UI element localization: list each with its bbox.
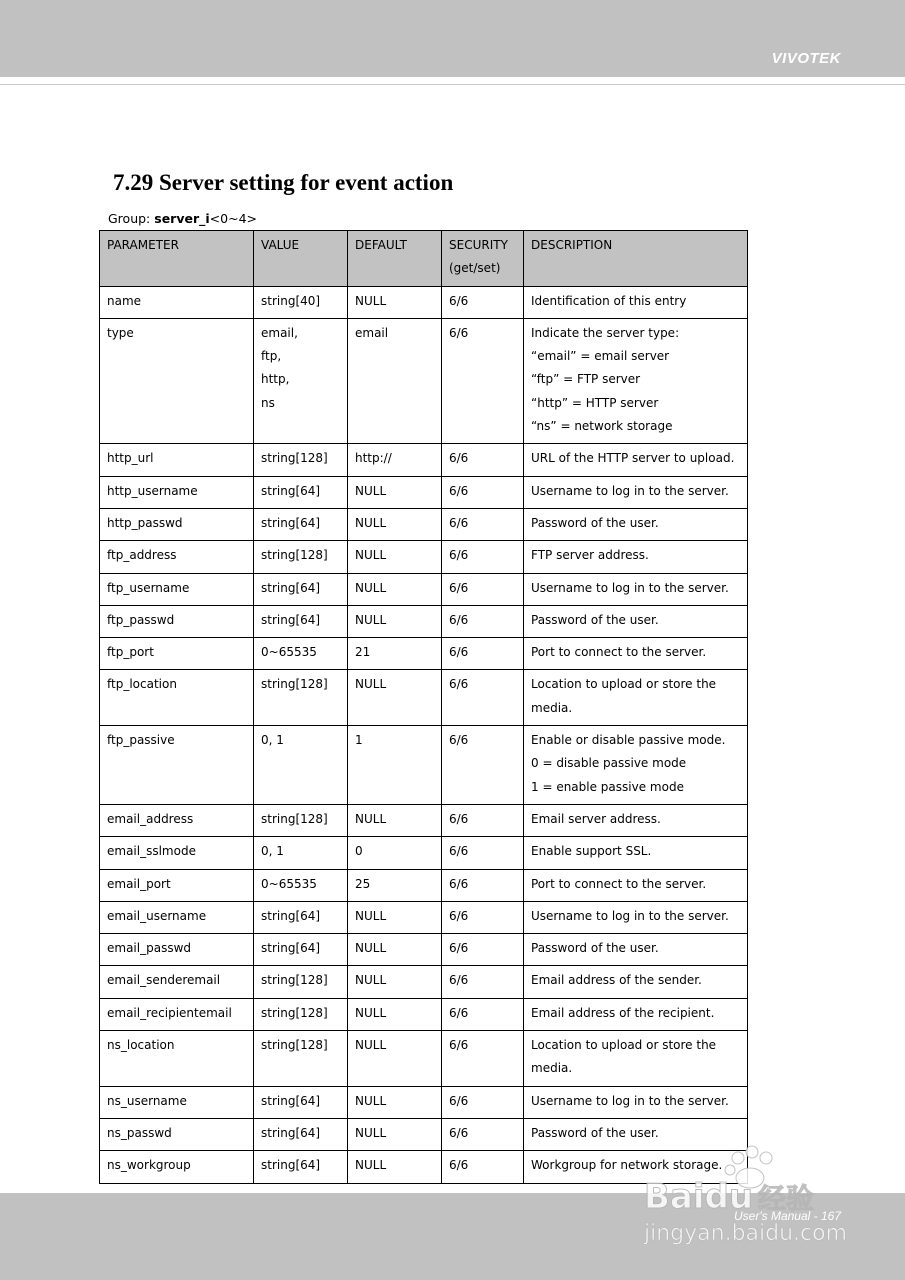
cell-security: 6/6 [442, 573, 524, 605]
cell-value [254, 1118, 348, 1150]
cell-security: 6/6 [442, 508, 524, 540]
header-parameter: PARAMETER [100, 231, 254, 287]
cell-description-line: Port to connect to the server. [531, 876, 707, 891]
cell-value [254, 998, 348, 1030]
cell-value [254, 286, 348, 318]
cell-parameter: name [100, 286, 254, 318]
svg-text:Baidu: Baidu [644, 1177, 754, 1217]
cell-parameter: ns_passwd [100, 1118, 254, 1150]
cell-description-line: Indicate the server type: [531, 325, 680, 340]
cell-value-line: string[64] [261, 1093, 321, 1108]
header-band [0, 0, 905, 77]
cell-description-line: URL of the HTTP server to upload. [531, 451, 735, 466]
parameter-table [99, 230, 748, 1184]
table-row [100, 901, 748, 933]
cell-default: NULL [348, 605, 442, 637]
cell-value-line: 0, 1 [261, 844, 284, 859]
cell-description-line: 1 = enable passive mode [531, 779, 684, 794]
cell-value [254, 318, 348, 443]
cell-security: 6/6 [442, 286, 524, 318]
cell-default: NULL [348, 286, 442, 318]
cell-value-line: string[128] [261, 548, 328, 563]
header-value: VALUE [254, 231, 348, 287]
cell-security: 6/6 [442, 726, 524, 805]
cell-parameter: http_username [100, 476, 254, 508]
cell-description [524, 573, 748, 605]
cell-value-line: string[128] [261, 1038, 328, 1053]
cell-default: NULL [348, 1151, 442, 1183]
cell-description-line: “email” = email server [531, 349, 670, 364]
cell-value [254, 605, 348, 637]
cell-default: 21 [348, 638, 442, 670]
baidu-watermark-logo [640, 1140, 860, 1250]
cell-value-line: 0, 1 [261, 733, 284, 748]
cell-parameter: ftp_address [100, 541, 254, 573]
cell-description-line: Username to log in to the server. [531, 483, 729, 498]
table-row [100, 934, 748, 966]
cell-description [524, 670, 748, 726]
cell-value-line: http, [261, 372, 290, 387]
cell-value-line: string[128] [261, 973, 328, 988]
cell-parameter: ftp_username [100, 573, 254, 605]
cell-value-line: string[128] [261, 451, 328, 466]
cell-security: 6/6 [442, 476, 524, 508]
cell-description-line: Password of the user. [531, 515, 659, 530]
cell-default: NULL [348, 1086, 442, 1118]
cell-description-line: “ns” = network storage [531, 419, 673, 434]
cell-parameter: email_sslmode [100, 837, 254, 869]
cell-description [524, 901, 748, 933]
group-name: server_i [154, 211, 210, 226]
cell-parameter: ns_location [100, 1031, 254, 1087]
cell-parameter: ftp_passwd [100, 605, 254, 637]
cell-value [254, 726, 348, 805]
cell-default: NULL [348, 541, 442, 573]
brand-logo: VIVOTEK [771, 50, 841, 67]
cell-default: NULL [348, 1118, 442, 1150]
cell-description-line: Location to upload or store the [531, 677, 717, 692]
section-title: 7.29 Server setting for event action [113, 170, 454, 195]
cell-security: 6/6 [442, 444, 524, 476]
cell-value [254, 508, 348, 540]
cell-value [254, 1031, 348, 1087]
cell-value [254, 804, 348, 836]
group-label: Group: [108, 211, 155, 226]
cell-value [254, 1151, 348, 1183]
cell-description [524, 966, 748, 998]
cell-parameter: email_address [100, 804, 254, 836]
cell-description [524, 605, 748, 637]
cell-parameter: email_port [100, 869, 254, 901]
cell-default: NULL [348, 804, 442, 836]
table-row [100, 869, 748, 901]
cell-description-line: Password of the user. [531, 941, 659, 956]
cell-description [524, 638, 748, 670]
cell-description-line: Port to connect to the server. [531, 645, 707, 660]
cell-description-line: Identification of this entry [531, 293, 687, 308]
cell-value [254, 573, 348, 605]
cell-description [524, 476, 748, 508]
table-row [100, 998, 748, 1030]
group-line [108, 211, 257, 226]
cell-parameter: ftp_port [100, 638, 254, 670]
cell-description-line: Password of the user. [531, 612, 659, 627]
cell-parameter: email_passwd [100, 934, 254, 966]
cell-description-line: Email address of the recipient. [531, 1005, 715, 1020]
cell-value [254, 638, 348, 670]
group-range: <0~4> [209, 211, 257, 226]
cell-description [524, 444, 748, 476]
table-row [100, 966, 748, 998]
cell-security: 6/6 [442, 541, 524, 573]
cell-description-line: Location to upload or store the [531, 1038, 717, 1053]
cell-value [254, 1086, 348, 1118]
table-row [100, 837, 748, 869]
cell-description-line: media. [531, 1061, 573, 1076]
table-body [100, 286, 748, 1183]
cell-value-line: string[128] [261, 811, 328, 826]
page-number: User's Manual - 167 [733, 1209, 841, 1223]
table-row [100, 726, 748, 805]
table-row [100, 638, 748, 670]
cell-description-line: Username to log in to the server. [531, 580, 729, 595]
cell-security: 6/6 [442, 318, 524, 443]
header-default: DEFAULT [348, 231, 442, 287]
cell-default: http:// [348, 444, 442, 476]
cell-value-line: 0~65535 [261, 645, 317, 660]
cell-description [524, 934, 748, 966]
table-header-row [100, 231, 748, 287]
cell-value-line: ftp, [261, 349, 282, 364]
cell-parameter: ns_workgroup [100, 1151, 254, 1183]
table-row [100, 1031, 748, 1087]
table-row [100, 1086, 748, 1118]
cell-default: NULL [348, 670, 442, 726]
cell-description-line: Password of the user. [531, 1125, 659, 1140]
cell-security: 6/6 [442, 901, 524, 933]
cell-security: 6/6 [442, 1151, 524, 1183]
svg-text:jingyan.baidu.com: jingyan.baidu.com [644, 1221, 848, 1246]
cell-parameter: email_senderemail [100, 966, 254, 998]
cell-value-line: email, [261, 325, 298, 340]
cell-security: 6/6 [442, 869, 524, 901]
cell-default: NULL [348, 476, 442, 508]
cell-security: 6/6 [442, 1031, 524, 1087]
cell-description-line: Username to log in to the server. [531, 908, 729, 923]
cell-description [524, 318, 748, 443]
table-row [100, 573, 748, 605]
cell-parameter: email_recipientemail [100, 998, 254, 1030]
table-row [100, 286, 748, 318]
cell-description [524, 508, 748, 540]
cell-default: 25 [348, 869, 442, 901]
cell-default: 0 [348, 837, 442, 869]
cell-parameter: ftp_location [100, 670, 254, 726]
cell-value-line: string[64] [261, 612, 321, 627]
header-security-line: SECURITY [449, 238, 508, 252]
cell-value-line: string[64] [261, 941, 321, 956]
cell-security: 6/6 [442, 966, 524, 998]
header-divider [0, 84, 905, 85]
cell-value-line: string[64] [261, 580, 321, 595]
cell-description-line: Email address of the sender. [531, 973, 702, 988]
cell-default: NULL [348, 1031, 442, 1087]
cell-value [254, 670, 348, 726]
cell-description [524, 1031, 748, 1087]
table-row [100, 804, 748, 836]
cell-default: NULL [348, 508, 442, 540]
cell-default: NULL [348, 901, 442, 933]
cell-security: 6/6 [442, 670, 524, 726]
cell-description [524, 541, 748, 573]
cell-value [254, 966, 348, 998]
cell-default: NULL [348, 966, 442, 998]
cell-default: NULL [348, 998, 442, 1030]
cell-parameter: type [100, 318, 254, 443]
table-row [100, 476, 748, 508]
cell-default: NULL [348, 573, 442, 605]
table-row [100, 605, 748, 637]
cell-value [254, 934, 348, 966]
header-description: DESCRIPTION [524, 231, 748, 287]
header-security-line: (get/set) [449, 261, 501, 276]
cell-value [254, 901, 348, 933]
cell-value-line: string[64] [261, 515, 321, 530]
table-row [100, 670, 748, 726]
cell-description-line: “http” = HTTP server [531, 395, 659, 410]
cell-value-line: 0~65535 [261, 876, 317, 891]
cell-value-line: string[64] [261, 483, 321, 498]
cell-value-line: ns [261, 395, 275, 410]
cell-description [524, 726, 748, 805]
table-row [100, 541, 748, 573]
cell-default: NULL [348, 934, 442, 966]
header-security [442, 231, 524, 287]
cell-value [254, 541, 348, 573]
cell-description [524, 804, 748, 836]
cell-description [524, 1086, 748, 1118]
cell-description [524, 869, 748, 901]
cell-description-line: Email server address. [531, 811, 661, 826]
table-row [100, 318, 748, 443]
cell-parameter: http_url [100, 444, 254, 476]
cell-security: 6/6 [442, 998, 524, 1030]
table-row [100, 444, 748, 476]
table-row [100, 508, 748, 540]
cell-description-line: “ftp” = FTP server [531, 372, 641, 387]
cell-security: 6/6 [442, 934, 524, 966]
cell-parameter: http_passwd [100, 508, 254, 540]
cell-value-line: string[64] [261, 1125, 321, 1140]
svg-text:经验: 经验 [758, 1182, 815, 1215]
cell-description-line: media. [531, 700, 573, 715]
cell-value-line: string[40] [261, 293, 321, 308]
cell-value-line: string[64] [261, 908, 321, 923]
cell-value-line: string[128] [261, 677, 328, 692]
cell-description [524, 998, 748, 1030]
cell-security: 6/6 [442, 638, 524, 670]
cell-value [254, 444, 348, 476]
cell-description-line: Username to log in to the server. [531, 1093, 729, 1108]
cell-default: 1 [348, 726, 442, 805]
cell-description-line: 0 = disable passive mode [531, 756, 687, 771]
cell-value [254, 476, 348, 508]
cell-parameter: ftp_passive [100, 726, 254, 805]
cell-default: email [348, 318, 442, 443]
cell-description-line: Enable support SSL. [531, 844, 652, 859]
cell-description [524, 837, 748, 869]
cell-description-line: FTP server address. [531, 548, 649, 563]
cell-security: 6/6 [442, 1086, 524, 1118]
cell-value-line: string[128] [261, 1005, 328, 1020]
cell-security: 6/6 [442, 804, 524, 836]
cell-parameter: email_username [100, 901, 254, 933]
cell-value-line: string[64] [261, 1158, 321, 1173]
cell-security: 6/6 [442, 605, 524, 637]
cell-value [254, 837, 348, 869]
cell-description-line: Enable or disable passive mode. [531, 733, 726, 748]
cell-description [524, 286, 748, 318]
cell-security: 6/6 [442, 1118, 524, 1150]
cell-parameter: ns_username [100, 1086, 254, 1118]
cell-description-line: Workgroup for network storage. [531, 1158, 723, 1173]
cell-security: 6/6 [442, 837, 524, 869]
cell-value [254, 869, 348, 901]
